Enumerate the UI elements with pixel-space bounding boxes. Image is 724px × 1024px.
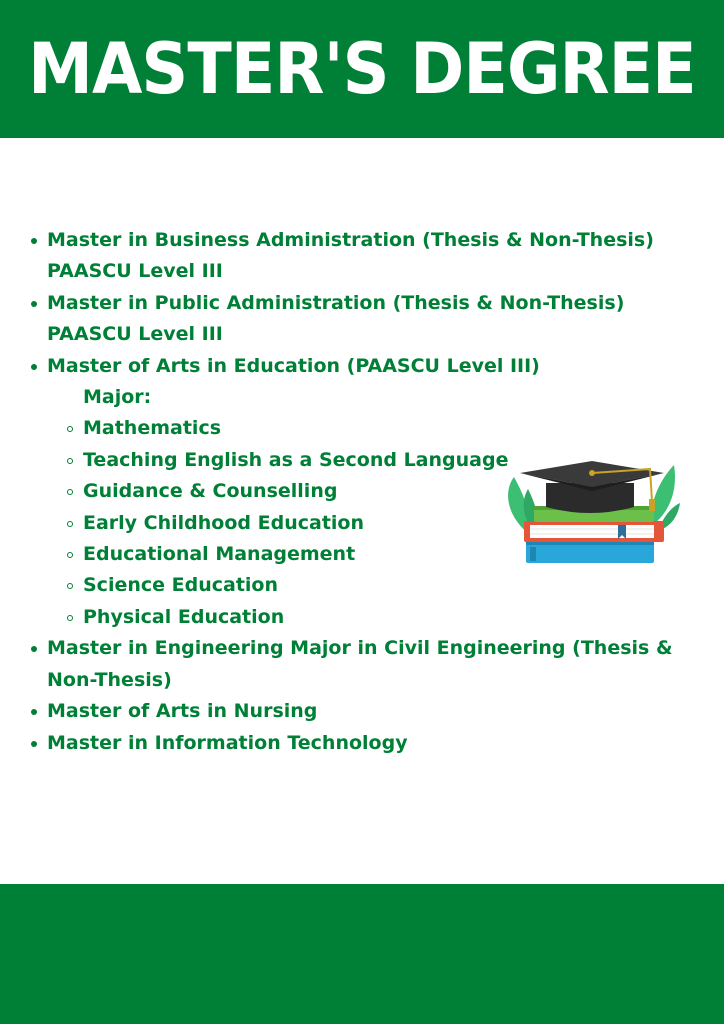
major-label: Major: (83, 386, 152, 409)
major-label-text: Guidance & Counselling (83, 480, 338, 503)
major-label-text: Mathematics (83, 417, 222, 440)
program-item (0, 696, 724, 727)
major-item (47, 602, 674, 633)
book-icon (524, 521, 664, 542)
major-label-text: Physical Education (83, 605, 285, 628)
circle-bullet-icon (67, 615, 73, 621)
footer-banner (0, 884, 724, 1024)
bullet-icon (31, 741, 37, 747)
bullet-icon (31, 709, 37, 715)
circle-bullet-icon (67, 552, 73, 558)
major-item (47, 413, 674, 444)
bullet-icon (31, 364, 37, 370)
program-item (0, 225, 724, 288)
circle-bullet-icon (67, 458, 73, 464)
bullet-icon (31, 301, 37, 307)
program-item (0, 633, 724, 696)
program-item (0, 288, 724, 351)
major-label-text: Teaching English as a Second Language (83, 448, 509, 471)
bullet-icon (31, 646, 37, 652)
program-label: Master in Business Administration (Thesis & Non-Thesis) PAASCU Level III (47, 229, 654, 283)
page-title: MASTER'S DEGREE (28, 28, 696, 110)
circle-bullet-icon (67, 583, 73, 589)
major-item (47, 570, 674, 601)
bullet-icon (31, 238, 37, 244)
circle-bullet-icon (67, 426, 73, 432)
header-banner (0, 0, 724, 138)
program-label: Master in Public Administration (Thesis & Non-Thesis) PAASCU Level III (47, 291, 625, 346)
circle-bullet-icon (67, 521, 73, 527)
program-label: Master in Information Technology (47, 731, 408, 754)
circle-bullet-icon (67, 489, 73, 495)
graduation-cap-icon (520, 461, 664, 513)
program-label: Master of Arts in Nursing (47, 700, 318, 723)
program-label: Master in Engineering Major in Civil Engineering (Thesis & Non-Thesis) (47, 637, 673, 691)
major-label-text: Science Education (83, 574, 279, 597)
program-item (0, 728, 724, 759)
major-label-text: Early Childhood Education (83, 511, 364, 534)
major-label-text: Educational Management (83, 543, 356, 566)
program-label: Master of Arts in Education (PAASCU Level III) (47, 354, 540, 377)
graduation-cap-books-icon (500, 455, 680, 567)
book-icon (526, 541, 654, 563)
